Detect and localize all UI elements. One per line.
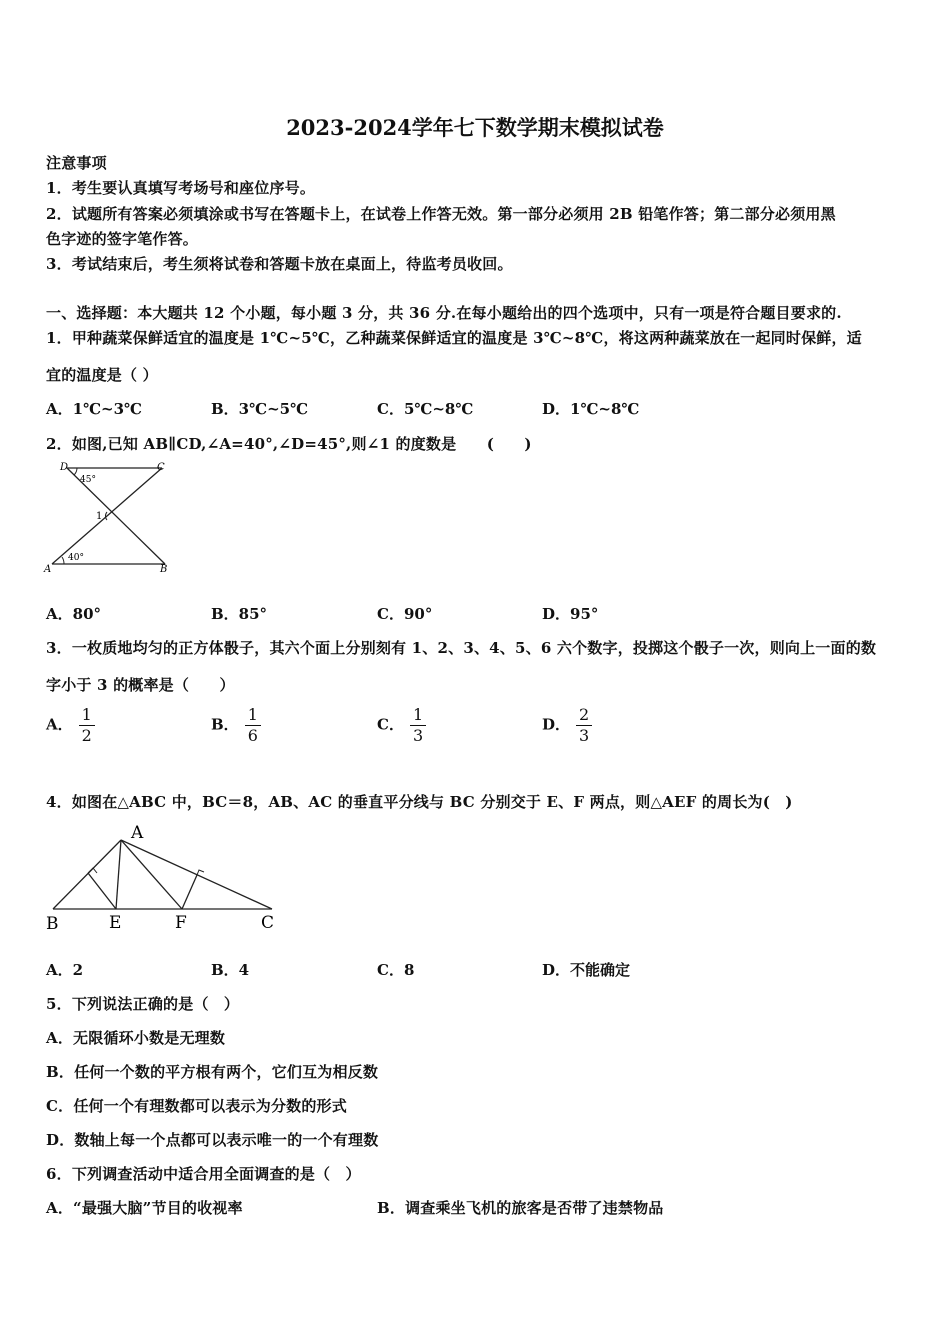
q4-option-d: D．不能确定 <box>542 961 631 979</box>
notice-line-2b: 色字迹的签字笔作答。 <box>46 230 199 248</box>
q5-option-a: A．无限循环小数是无理数 <box>46 1029 226 1047</box>
q3-option-c-fraction <box>410 706 426 745</box>
q3-option-d-denominator: 3 <box>579 726 590 745</box>
q4-label-a: A <box>131 823 144 843</box>
q3-option-c-denominator: 3 <box>412 726 424 745</box>
q4-figure <box>40 820 285 935</box>
q3-stem-line-2: 字小于 3 的概率是（ ） <box>46 676 235 694</box>
q3-option-d-numerator: 2 <box>576 706 592 726</box>
notice-heading: 注意事项 <box>46 154 107 172</box>
q3-option-a-denominator: 2 <box>81 726 92 745</box>
q4-stem: 4．如图在△ABC 中，BC＝8，AB、AC 的垂直平分线与 BC 分别交于 E、F 两点，则△AEF 的周长为( ) <box>46 793 793 811</box>
q3-stem-line-1: 3．一枚质地均匀的正方体骰子，其六个面上分别刻有 1、2、3、4、5、6 六个数字，投掷这个骰子一次，则向上一面的数 <box>46 639 877 657</box>
q1-option-c: C．5℃~8℃ <box>377 400 474 418</box>
q4-label-b: B <box>46 914 59 934</box>
notice-line-2a: 2．试题所有答案必须填涂或书写在答题卡上，在试卷上作答无效。第一部分必须用 2B 铅笔作答；第二部分必须用黑 <box>46 205 836 223</box>
q1-option-a: A．1℃~3℃ <box>46 400 143 418</box>
q3-option-a-numerator: 1 <box>79 706 95 726</box>
q1-option-b: B．3℃~5℃ <box>211 400 309 418</box>
q2-label-a: A <box>44 564 52 575</box>
q4-option-c: C．8 <box>377 961 415 979</box>
q5-option-b: B．任何一个数的平方根有两个，它们互为相反数 <box>46 1063 379 1081</box>
q2-label-b: B <box>160 564 168 575</box>
q4-label-f: F <box>175 913 187 933</box>
notice-line-1: 1．考生要认真填写考场号和座位序号。 <box>46 179 316 197</box>
notice-line-3: 3．考试结束后，考生须将试卷和答题卡放在桌面上，待监考员收回。 <box>46 255 513 273</box>
q3-option-b <box>211 706 261 745</box>
q3-option-d-fraction <box>576 706 592 745</box>
q3-option-b-fraction <box>245 706 261 745</box>
q2-label-d: D <box>60 462 69 473</box>
q2-option-a: A．80° <box>46 605 102 623</box>
q2-figure <box>40 460 175 580</box>
q3-option-b-denominator: 6 <box>247 726 258 745</box>
q3-option-b-numerator: 1 <box>245 706 261 726</box>
q1-stem-line-1: 1．甲种蔬菜保鲜适宜的温度是 1℃~5℃，乙种蔬菜保鲜适宜的温度是 3℃~8℃，将这两种蔬菜放在一起同时保鲜，适 <box>46 329 862 347</box>
q3-option-a-fraction <box>79 706 95 745</box>
q3-option-c-numerator: 1 <box>410 706 426 726</box>
q2-angle-d-label: 45° <box>80 475 96 485</box>
q5-stem: 5．下列说法正确的是（ ） <box>46 995 240 1013</box>
q1-option-d: D．1℃~8℃ <box>542 400 640 418</box>
q4-label-c: C <box>261 913 275 933</box>
section-1-heading: 一、选择题：本大题共 12 个小题，每小题 3 分，共 36 分.在每小题给出的四个选项中，只有一项是符合题目要求的. <box>46 304 842 322</box>
q2-angle-1-label: 1 <box>96 511 103 522</box>
q6-stem: 6．下列调查活动中适合用全面调查的是（ ） <box>46 1165 361 1183</box>
q4-option-a: A．2 <box>46 961 84 979</box>
q5-option-d: D．数轴上每一个点都可以表示唯一的一个有理数 <box>46 1131 379 1149</box>
q4-option-b: B．4 <box>211 961 250 979</box>
q3-option-b-label: B． <box>211 715 239 734</box>
q2-label-c: C <box>157 462 165 473</box>
q3-option-d-label: D． <box>542 715 571 734</box>
q3-option-d <box>542 706 592 745</box>
q2-option-b: B．85° <box>211 605 268 623</box>
q6-option-b: B．调查乘坐飞机的旅客是否带了违禁物品 <box>377 1199 664 1217</box>
page-title: 2023-2024学年七下数学期末模拟试卷 <box>286 115 664 140</box>
q3-option-a-label: A． <box>46 715 73 734</box>
q5-option-c: C．任何一个有理数都可以表示为分数的形式 <box>46 1097 347 1115</box>
q2-option-d: D．95° <box>542 605 599 623</box>
q3-option-a <box>46 706 95 745</box>
q2-option-c: C．90° <box>377 605 433 623</box>
q2-angle-a-label: 40° <box>68 553 84 563</box>
q4-label-e: E <box>109 913 122 933</box>
q2-stem: 2．如图,已知 AB∥CD,∠A=40°,∠D=45°,则∠1 的度数是 ( ) <box>46 435 532 453</box>
q6-option-a: A．“最强大脑”节目的收视率 <box>46 1199 243 1217</box>
q1-stem-line-2: 宜的温度是（ ） <box>46 366 158 384</box>
q3-option-c-label: C． <box>377 715 404 734</box>
q3-option-c <box>377 706 426 745</box>
